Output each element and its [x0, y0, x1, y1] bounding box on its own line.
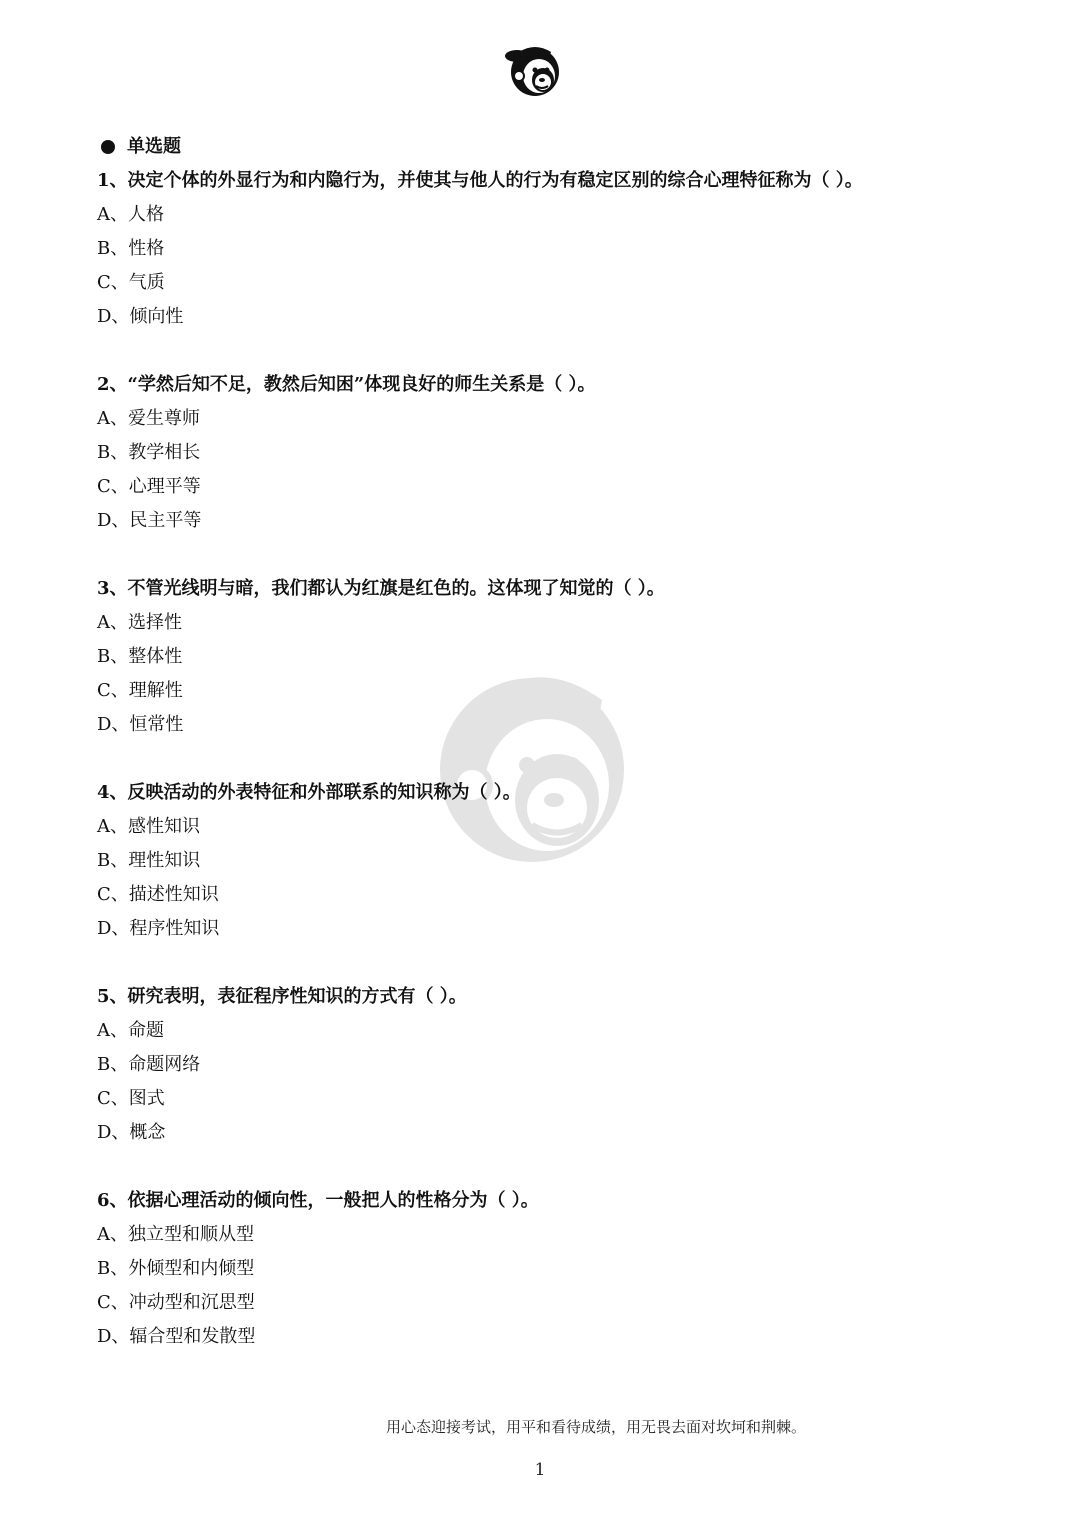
question-stem: 1、决定个体的外显行为和内隐行为，并使其与他人的行为有稳定区别的综合心理特征称为（ ）。 [97, 170, 863, 191]
question-stem: 3、不管光线明与暗，我们都认为红旗是红色的。这体现了知觉的（ ）。 [97, 578, 665, 599]
question-1 [97, 164, 977, 334]
option-b: B、整体性 [97, 646, 183, 667]
option-b: B、理性知识 [97, 850, 201, 871]
question-4 [97, 776, 977, 946]
option-a: A、感性知识 [97, 816, 200, 837]
section-heading [97, 130, 977, 164]
monkey-logo-icon [505, 40, 565, 100]
section-title: 单选题 [127, 136, 181, 157]
option-a: A、独立型和顺从型 [97, 1224, 254, 1245]
option-c: C、心理平等 [97, 476, 201, 497]
option-d: D、辐合型和发散型 [97, 1326, 256, 1347]
option-c: C、描述性知识 [97, 884, 219, 905]
question-stem: 4、反映活动的外表特征和外部联系的知识称为（ ）。 [97, 782, 521, 803]
question-2 [97, 368, 977, 538]
option-c: C、理解性 [97, 680, 183, 701]
option-c: C、气质 [97, 272, 165, 293]
question-3 [97, 572, 977, 742]
option-a: A、选择性 [97, 612, 182, 633]
question-stem: 6、依据心理活动的倾向性，一般把人的性格分为（ ）。 [97, 1190, 539, 1211]
option-d: D、程序性知识 [97, 918, 220, 939]
question-5 [97, 980, 977, 1150]
option-a: A、爱生尊师 [97, 408, 200, 429]
option-b: B、性格 [97, 238, 165, 259]
bullet-icon [101, 140, 115, 154]
option-b: B、外倾型和内倾型 [97, 1258, 255, 1279]
question-stem: 2、“学然后知不足，教然后知困”体现良好的师生关系是（ ）。 [97, 374, 596, 395]
option-a: A、命题 [97, 1020, 164, 1041]
option-d: D、概念 [97, 1122, 166, 1143]
option-d: D、恒常性 [97, 714, 184, 735]
option-a: A、人格 [97, 204, 164, 225]
option-b: B、命题网络 [97, 1054, 201, 1075]
question-stem: 5、研究表明，表征程序性知识的方式有（ ）。 [97, 986, 467, 1007]
page-number: 1 [534, 1460, 546, 1480]
question-6 [97, 1184, 977, 1354]
option-d: D、倾向性 [97, 306, 184, 327]
option-b: B、教学相长 [97, 442, 201, 463]
footer-motto: 用心态迎接考试，用平和看待成绩，用无畏去面对坎坷和荆棘。 [386, 1418, 807, 1436]
option-d: D、民主平等 [97, 510, 202, 531]
option-c: C、图式 [97, 1088, 165, 1109]
option-c: C、冲动型和沉思型 [97, 1292, 255, 1313]
question-list [97, 130, 977, 1388]
